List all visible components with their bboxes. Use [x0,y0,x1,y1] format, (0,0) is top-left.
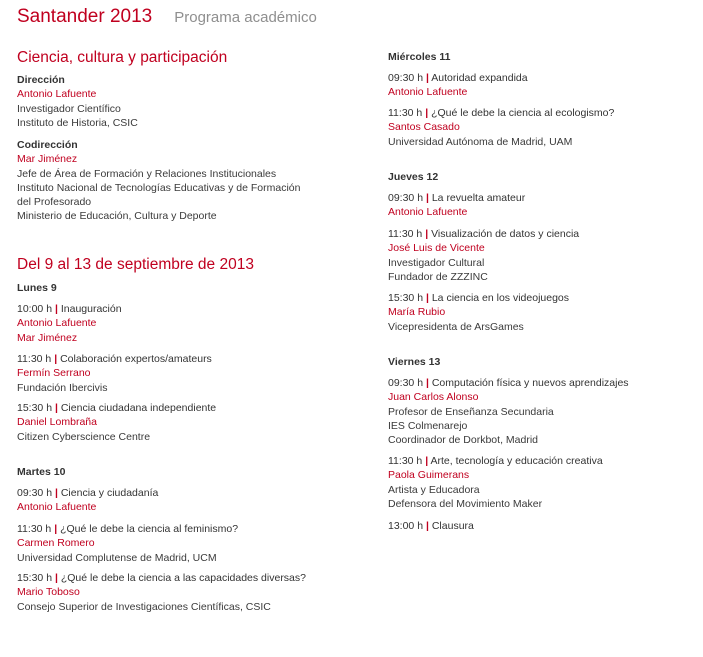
session [17,302,122,345]
codirector-line: Instituto Nacional de Tecnologías Educativas y de Formación [17,181,301,194]
speaker-name: Paola Guimerans [388,469,470,482]
codirector-line: del Profesorado [17,196,92,209]
speaker-affiliation: Vicepresidenta de ArsGames [388,320,524,333]
session [388,227,579,284]
direction-label: Dirección [17,74,65,86]
direction-block [17,73,138,130]
session-title: ¿Qué le debe la ciencia al ecologismo? [431,107,615,119]
day-label: Viernes 13 [388,356,441,368]
separator: | [425,455,429,467]
session-time: 09:30 h [17,487,53,499]
session-title: Clausura [431,520,474,532]
codirection-label: Codirección [17,139,78,151]
director-name: Antonio Lafuente [17,88,97,101]
session-time: 11:30 h [388,107,423,119]
separator: | [425,292,429,304]
separator: | [425,228,429,240]
page-header [17,6,317,28]
separator: | [54,353,58,365]
speaker-affiliation: Defensora del Movimiento Maker [388,497,543,510]
speaker-name: Carmen Romero [17,537,95,550]
day-label: Jueves 12 [388,171,439,183]
session-title: ¿Qué le debe la ciencia al feminismo? [60,523,239,535]
session [17,571,306,614]
codirector-line: Jefe de Área de Formación y Relaciones Institucionales [17,167,277,180]
session [388,106,614,149]
day-label: Miércoles 11 [388,51,451,63]
separator: | [425,520,429,532]
speaker-name: Mar Jiménez [17,331,78,344]
program-subtitle: Programa académico [174,9,317,26]
speaker-name: Fermín Serrano [17,367,91,380]
session-title: Visualización de datos y ciencia [431,228,580,240]
session-title: Inauguración [60,303,122,315]
separator: | [54,523,58,535]
codirector-line: Ministerio de Educación, Cultura y Deporte [17,210,217,223]
day-label: Martes 10 [17,466,66,478]
day-label: Lunes 9 [17,282,57,294]
day-heading [388,355,440,369]
day-heading [388,50,450,64]
session [17,352,212,395]
day-heading [388,170,438,184]
session-title: Ciencia y ciudadanía [60,487,159,499]
session-time: 09:30 h [388,377,424,389]
speaker-affiliation: IES Colmenarejo [388,419,468,432]
separator: | [425,72,429,84]
schedule-title: Del 9 al 13 de septiembre de 2013 [17,256,254,273]
session [388,71,528,100]
speaker-affiliation: Consejo Superior de Investigaciones Científicas, CSIC [17,600,271,613]
session-time: 15:30 h [17,402,53,414]
session [17,486,158,515]
speaker-affiliation: Fundador de ZZZINC [388,270,488,283]
session-title: Colaboración expertos/amateurs [60,353,212,365]
session-title: La revuelta amateur [431,192,526,204]
session-time: 13:00 h [388,520,424,532]
speaker-name: José Luis de Vicente [388,242,485,255]
speaker-name: Antonio Lafuente [388,206,468,219]
separator: | [54,487,58,499]
session-time: 09:30 h [388,192,424,204]
speaker-name: Antonio Lafuente [17,317,97,330]
speaker-affiliation: Coordinador de Dorkbot, Madrid [388,434,538,447]
session [388,376,629,447]
separator: | [425,192,429,204]
session-title: ¿Qué le debe la ciencia a las capacidades diversas? [60,572,306,584]
day-heading [17,465,65,479]
speaker-affiliation: Universidad Complutense de Madrid, UCM [17,551,217,564]
speaker-name: Santos Casado [388,121,460,134]
speaker-affiliation: Artista y Educadora [388,483,480,496]
speaker-affiliation: Fundación Ibercivis [17,381,108,394]
session-title: La ciencia en los videojuegos [431,292,570,304]
speaker-affiliation: Citizen Cyberscience Centre [17,430,151,443]
speaker-affiliation: Universidad Autónoma de Madrid, UAM [388,135,573,148]
day-heading [17,281,57,295]
session-title: Arte, tecnología y educación creativa [430,455,603,467]
separator: | [425,107,429,119]
session-time: 11:30 h [17,523,52,535]
session-time: 11:30 h [388,455,423,467]
session-time: 15:30 h [388,292,424,304]
separator: | [425,377,429,389]
separator: | [54,402,58,414]
intro-title: Ciencia, cultura y participación [17,49,228,66]
event-title: Santander 2013 [17,6,153,27]
session [17,522,238,565]
session-time: 11:30 h [388,228,423,240]
session [388,291,569,334]
speaker-name: Daniel Lombraña [17,416,97,429]
director-line: Instituto de Historia, CSIC [17,116,138,129]
session-time: 11:30 h [17,353,52,365]
codirector-name: Mar Jiménez [17,153,78,166]
speaker-affiliation: Profesor de Enseñanza Secundaria [388,405,554,418]
separator: | [54,572,58,584]
speaker-name: Antonio Lafuente [388,86,468,99]
speaker-name: Antonio Lafuente [17,501,97,514]
session [388,191,525,220]
speaker-name: María Rubio [388,306,446,319]
speaker-name: Juan Carlos Alonso [388,391,479,404]
director-line: Investigador Científico [17,102,121,115]
separator: | [54,303,58,315]
session-time: 15:30 h [17,572,53,584]
session-time: 10:00 h [17,303,53,315]
speaker-name: Mario Toboso [17,586,80,599]
speaker-affiliation: Investigador Cultural [388,256,485,269]
session [17,401,216,444]
session-title: Computación física y nuevos aprendizajes [431,377,629,389]
session-title: Autoridad expandida [431,72,528,84]
codirection-block [17,138,300,224]
session-title: Ciencia ciudadana independiente [60,402,217,414]
session-time: 09:30 h [388,72,424,84]
session [388,519,474,533]
session [388,454,603,511]
